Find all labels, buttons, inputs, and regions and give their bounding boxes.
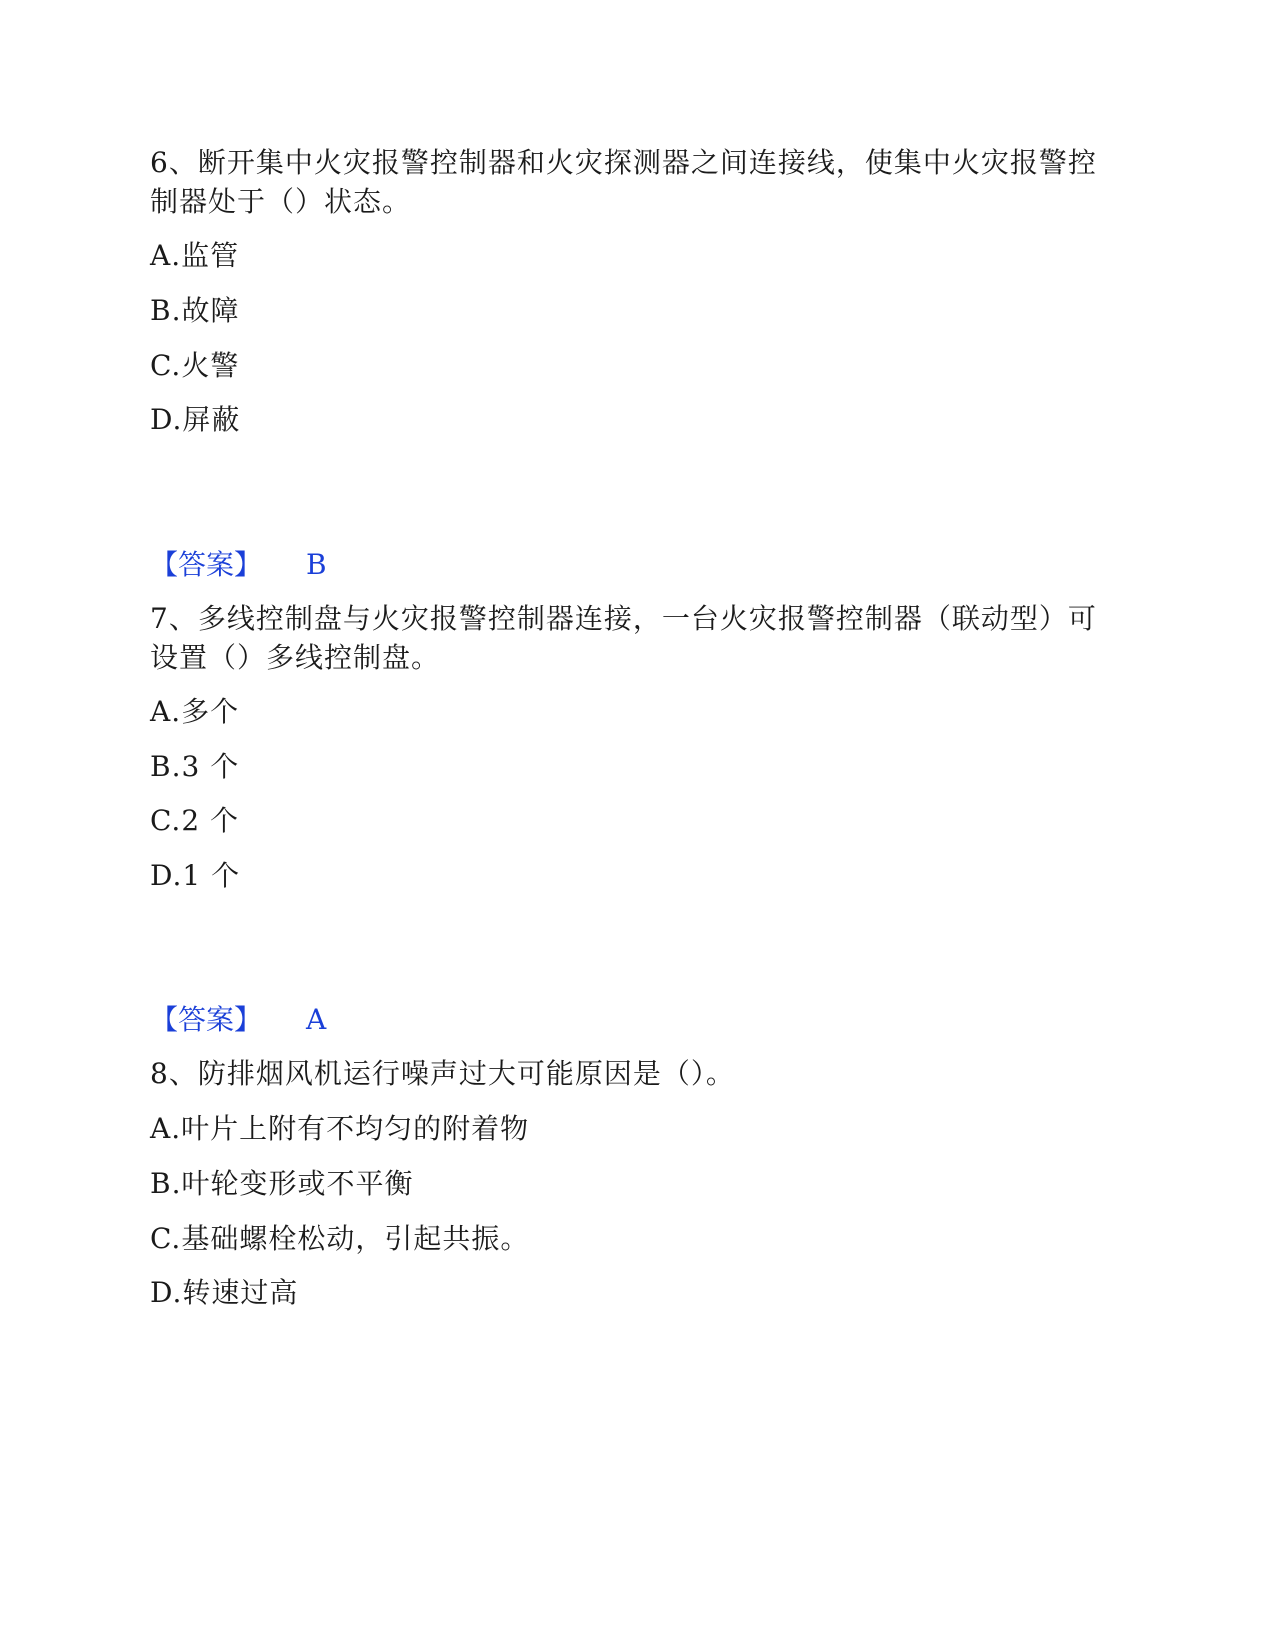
- question-7-option-c: C.2 个: [150, 804, 240, 837]
- question-7-option-a: A.多个: [150, 695, 240, 728]
- question-8-option-b: B.叶轮变形或不平衡: [150, 1167, 414, 1200]
- answer-label: 【答案】: [150, 548, 263, 581]
- question-6-option-a: A.监管: [150, 239, 240, 272]
- question-7-option-b: B.3 个: [150, 750, 240, 783]
- question-7-answer: [150, 1000, 326, 1040]
- question-7-stem-line1: 7、多线控制盘与火灾报警控制器连接，一台火灾报警控制器（联动型）可: [150, 602, 1097, 635]
- question-8-option-a: A.叶片上附有不均匀的附着物: [150, 1112, 530, 1145]
- question-8-stem: 8、防排烟风机运行噪声过大可能原因是（）。: [150, 1057, 735, 1090]
- answer-label: 【答案】: [150, 1003, 263, 1036]
- answer-value: B: [306, 548, 327, 581]
- question-7-stem-line2: 设置（）多线控制盘。: [150, 641, 441, 674]
- question-6-stem-line2: 制器处于（）状态。: [150, 185, 412, 218]
- question-6-option-b: B.故障: [150, 294, 240, 327]
- question-6-stem-line1: 6、断开集中火灾报警控制器和火灾探测器之间连接线，使集中火灾报警控: [150, 146, 1097, 179]
- answer-value: A: [306, 1003, 327, 1036]
- question-8-option-d: D.转速过高: [150, 1276, 299, 1309]
- question-7-option-d: D.1 个: [150, 859, 241, 892]
- question-6-option-d: D.屏蔽: [150, 403, 241, 436]
- question-6-answer: [150, 545, 327, 585]
- question-8-option-c: C.基础螺栓松动，引起共振。: [150, 1222, 530, 1255]
- question-6-option-c: C.火警: [150, 349, 240, 382]
